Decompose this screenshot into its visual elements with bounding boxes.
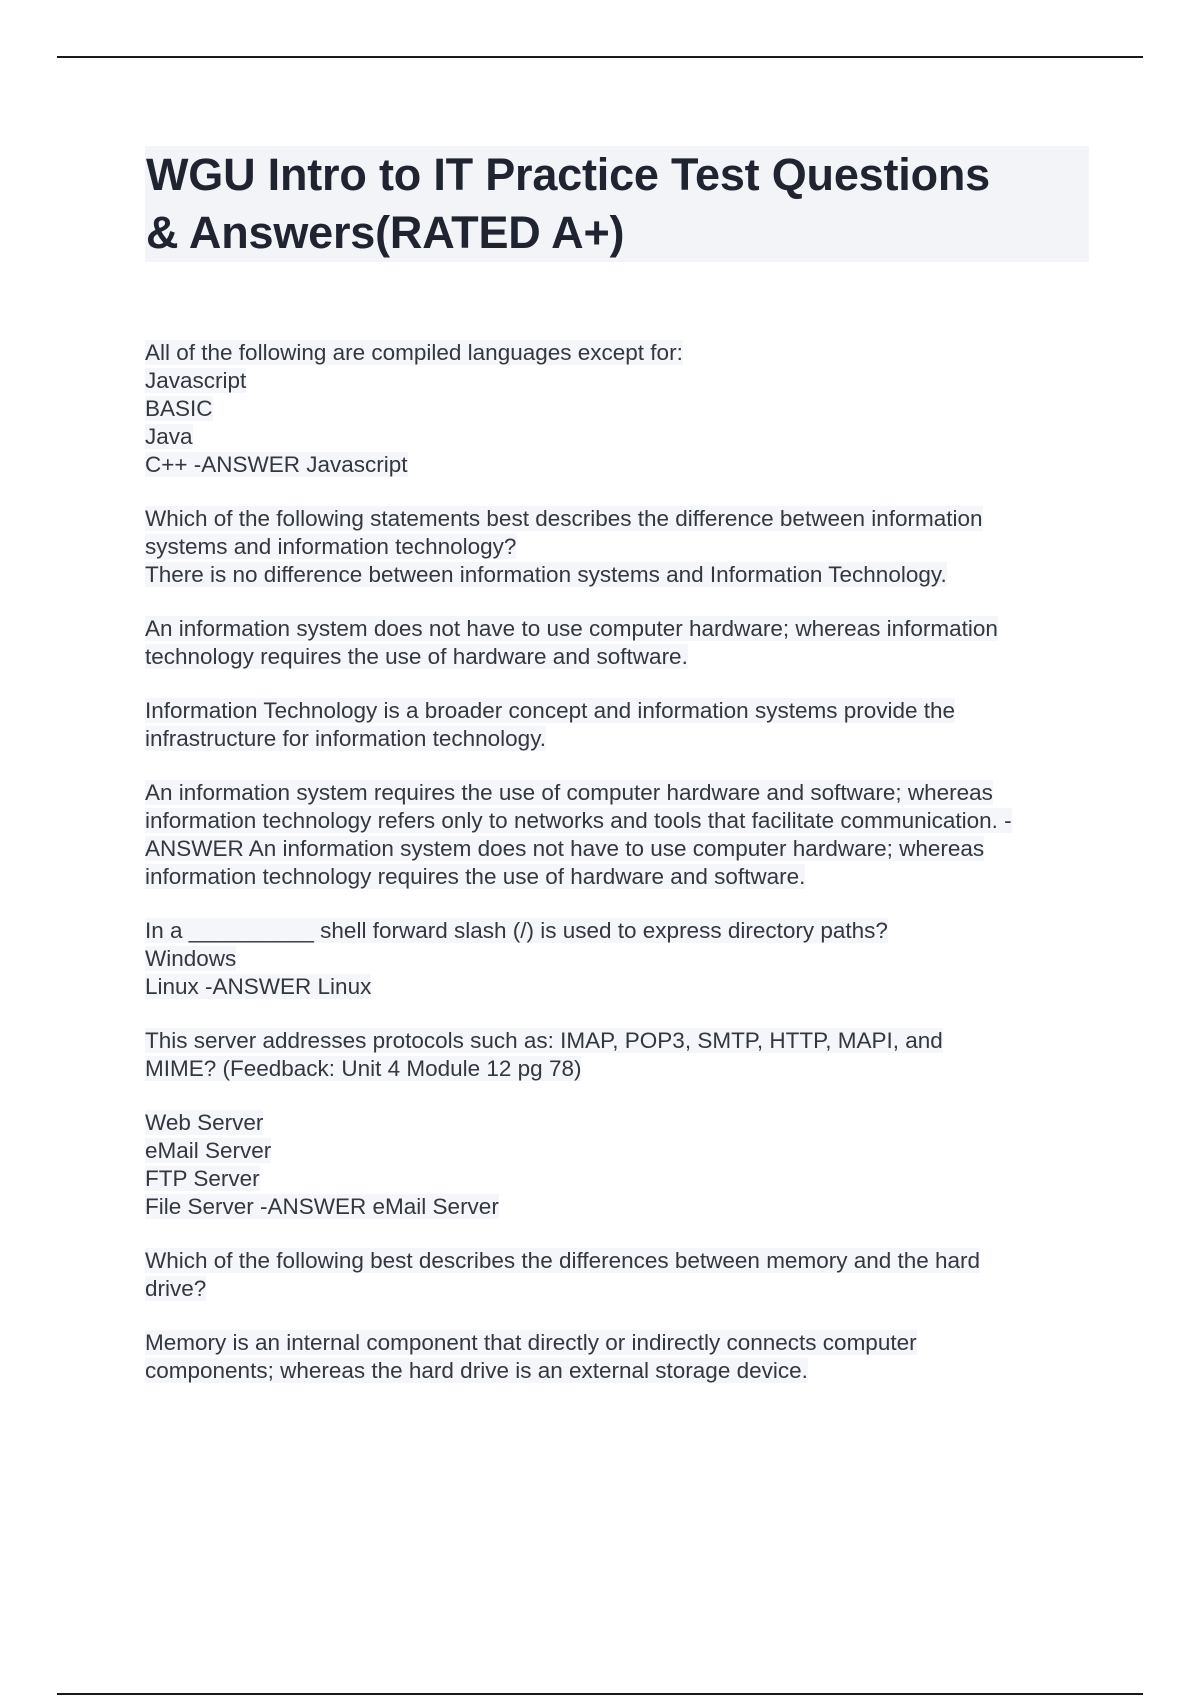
page-bottom-rule bbox=[57, 1693, 1143, 1695]
paragraph-text: Memory is an internal component that directly or indirectly connects computer components; whereas the hard drive is an external storage device. bbox=[145, 1330, 917, 1383]
paragraph-text: Information Technology is a broader concept and information systems provide the infrastructure for information technology. bbox=[145, 698, 956, 751]
paragraph-text: Web Server eMail Server FTP Server File Server -ANSWER eMail Server bbox=[145, 1110, 499, 1219]
option-memory-internal bbox=[145, 1329, 1105, 1385]
question-shell-slash bbox=[145, 917, 1105, 1001]
paragraph-text: An information system does not have to use computer hardware; whereas information technology requires the use of hardware and software. bbox=[145, 616, 998, 669]
question-compiled-languages bbox=[145, 339, 1105, 479]
document-title: WGU Intro to IT Practice Test Questions & Answers(RATED A+) bbox=[146, 149, 990, 258]
document-body bbox=[145, 339, 1105, 1411]
paragraph-text: Which of the following statements best describes the difference between information systems and information technology? There is no difference between information systems and Information Technology. bbox=[145, 506, 983, 587]
paragraph-text: This server addresses protocols such as: IMAP, POP3, SMTP, HTTP, MAPI, and MIME? (Feedback: Unit 4 Module 12 pg 78) bbox=[145, 1028, 943, 1081]
option-is-no-hardware bbox=[145, 615, 1105, 671]
paragraph-text: An information system requires the use of computer hardware and software; whereas information technology refers only to networks and tools that facilitate communication. - ANSWER An information system does not have to use computer hardware; whereas information technology requires the use of hardware and software. bbox=[145, 780, 1012, 889]
paragraph-text: Which of the following best describes the differences between memory and the hard drive? bbox=[145, 1248, 981, 1301]
option-is-requires-hardware-answer bbox=[145, 779, 1105, 891]
question-memory-vs-hard-drive bbox=[145, 1247, 1105, 1303]
title-block bbox=[145, 146, 1089, 262]
options-server-types bbox=[145, 1109, 1105, 1221]
paragraph-text: All of the following are compiled languages except for: Javascript BASIC Java C++ -ANSWER Javascript bbox=[145, 340, 683, 477]
question-is-vs-it bbox=[145, 505, 1105, 589]
paragraph-text: In a __________ shell forward slash (/) is used to express directory paths? Windows Linux -ANSWER Linux bbox=[145, 918, 888, 999]
option-it-broader bbox=[145, 697, 1105, 753]
question-server-protocols bbox=[145, 1027, 1105, 1083]
page-top-rule bbox=[57, 56, 1143, 58]
